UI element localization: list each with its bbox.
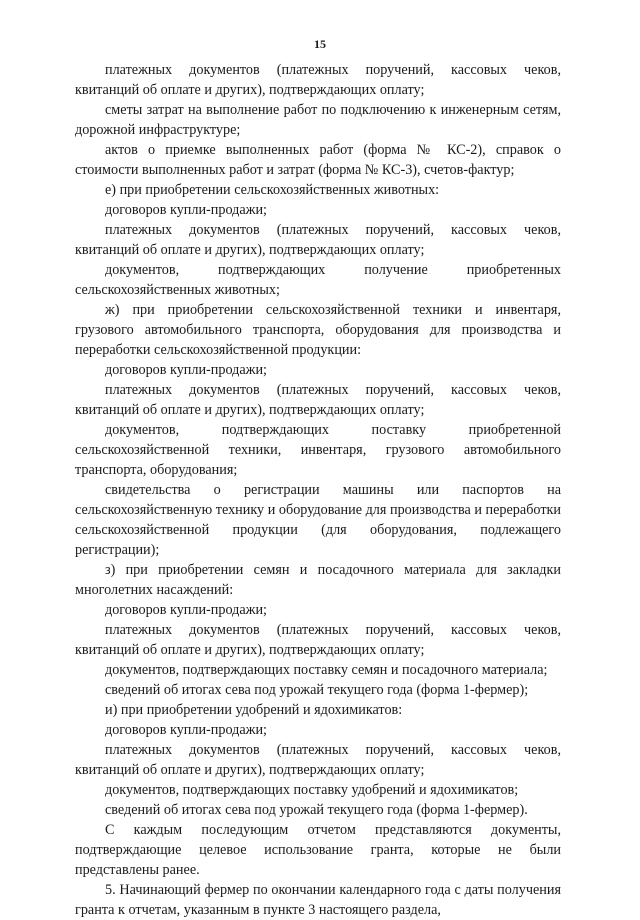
paragraph: актов о приемке выполненных работ (форма № КС-2), справок о стоимости выполненных работ и затрат (форма № КС-3), счетов-фактур; (75, 142, 561, 178)
paragraph: договоров купли-продажи; (105, 602, 267, 618)
paragraph: С каждым последующим отчетом представляются документы, подтверждающие целевое использование гранта, которые не были представлены ранее. (75, 822, 561, 878)
paragraph: платежных документов (платежных поручений, кассовых чеков, квитанций об оплате и других), подтверждающих оплату; (75, 622, 561, 658)
paragraph: платежных документов (платежных поручений, кассовых чеков, квитанций об оплате и других), подтверждающих оплату; (75, 742, 561, 778)
paragraph: свидетельства о регистрации машины или паспортов на сельскохозяйственную технику и оборудование для производства и переработки сельскохозяйственной продукции (для оборудования, подлежащего регистрации); (75, 482, 561, 558)
page-number: 15 (314, 37, 326, 51)
paragraph: платежных документов (платежных поручений, кассовых чеков, квитанций об оплате и других), подтверждающих оплату; (75, 62, 561, 98)
paragraph: платежных документов (платежных поручений, кассовых чеков, квитанций об оплате и других), подтверждающих оплату; (75, 382, 561, 418)
paragraph: платежных документов (платежных поручений, кассовых чеков, квитанций об оплате и других), подтверждающих оплату; (75, 222, 561, 258)
paragraph: документов, подтверждающих поставку приобретенной сельскохозяйственной техники, инвентаря, грузового автомобильного транспорта, оборудования; (75, 422, 561, 478)
paragraph: сведений об итогах сева под урожай текущего года (форма 1-фермер); (105, 682, 529, 698)
paragraph: е) при приобретении сельскохозяйственных животных: (105, 182, 440, 198)
paragraph: сметы затрат на выполнение работ по подключению к инженерным сетям, дорожной инфраструктуре; (75, 102, 561, 138)
paragraph: и) при приобретении удобрений и ядохимикатов: (105, 702, 403, 718)
paragraph: документов, подтверждающих поставку семян и посадочного материала; (105, 662, 548, 678)
paragraph: договоров купли-продажи; (105, 362, 267, 378)
paragraph: сведений об итогах сева под урожай текущего года (форма 1-фермер). (105, 802, 528, 818)
paragraph: документов, подтверждающих поставку удобрений и ядохимикатов; (105, 782, 519, 798)
document-body (75, 60, 561, 920)
paragraph: документов, подтверждающих получение приобретенных сельскохозяйственных животных; (75, 262, 561, 298)
paragraph: з) при приобретении семян и посадочного материала для закладки многолетних насаждений: (75, 562, 561, 598)
paragraph: договоров купли-продажи; (105, 722, 267, 738)
paragraph: ж) при приобретении сельскохозяйственной техники и инвентаря, грузового автомобильного транспорта, оборудования для производства и переработки сельскохозяйственной продукции: (75, 302, 561, 358)
paragraph: договоров купли-продажи; (105, 202, 267, 218)
paragraph: 5. Начинающий фермер по окончании календарного года с даты получения гранта к отчетам, указанным в пункте 3 настоящего раздела, (75, 882, 561, 918)
